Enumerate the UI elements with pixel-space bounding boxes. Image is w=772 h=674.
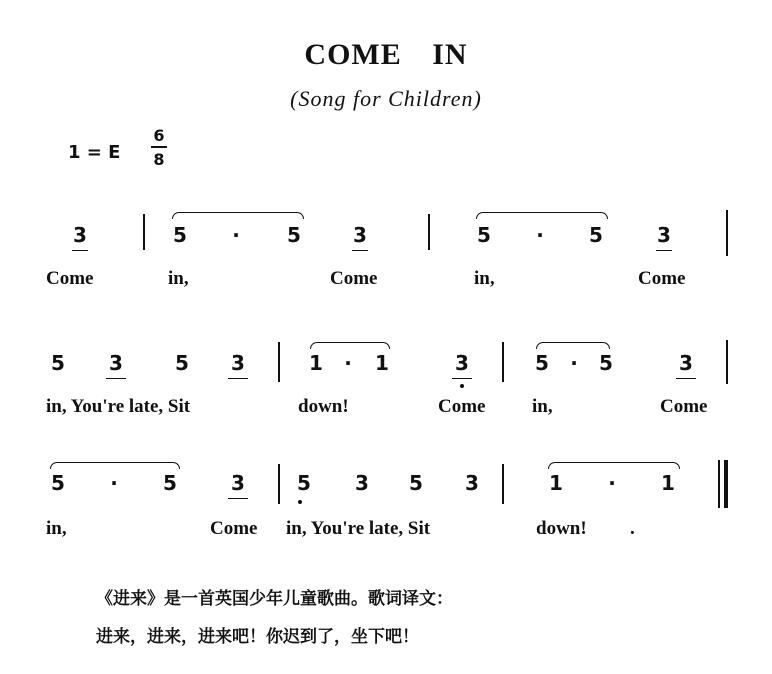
lyric: Come xyxy=(210,518,258,539)
duration-dot: · xyxy=(344,351,352,375)
note: 5 xyxy=(589,223,603,247)
note: 3 xyxy=(455,351,469,375)
note: 3 xyxy=(679,351,693,375)
duration-dot: · xyxy=(232,223,240,247)
note: 3 xyxy=(231,351,245,375)
time-signature-bottom: 8 xyxy=(153,150,165,169)
note: 5 xyxy=(599,351,613,375)
note: 5 xyxy=(173,223,187,247)
note: 3 xyxy=(355,471,369,495)
lyric: Come xyxy=(660,396,708,417)
final-barline-thin xyxy=(718,460,720,508)
song-title: COME IN xyxy=(304,38,468,71)
eighth-underline xyxy=(676,378,696,379)
lyric: down! xyxy=(536,518,587,539)
note: 3 xyxy=(73,223,87,247)
note: 3 xyxy=(657,223,671,247)
lyric: in, xyxy=(532,396,553,417)
slur xyxy=(536,342,610,349)
barline xyxy=(502,342,504,382)
note: 5 xyxy=(287,223,301,247)
note: 5 xyxy=(51,471,65,495)
song-subtitle: (Song for Children) xyxy=(290,86,482,111)
footnote-translation: 进来，进来，进来吧！你迟到了，坐下吧！ xyxy=(96,627,419,647)
eighth-underline xyxy=(72,250,88,251)
barline xyxy=(726,210,728,256)
time-signature-top: 6 xyxy=(153,126,165,145)
note: 5 xyxy=(477,223,491,247)
note: 3 xyxy=(109,351,123,375)
lyric: in, xyxy=(474,268,495,289)
eighth-underline xyxy=(106,378,126,379)
time-signature-line xyxy=(151,146,167,148)
barline xyxy=(278,464,280,504)
lyric: Come xyxy=(638,268,686,289)
note: 3 xyxy=(465,471,479,495)
note: 1 xyxy=(309,351,323,375)
eighth-underline xyxy=(656,250,672,251)
note: 5 xyxy=(297,471,311,495)
note: 3 xyxy=(353,223,367,247)
low-octave-dot xyxy=(298,500,302,504)
slur xyxy=(476,212,608,219)
duration-dot: · xyxy=(608,471,616,495)
lyric: Come xyxy=(330,268,378,289)
lyric: down! xyxy=(298,396,349,417)
lyric: in, You're late, Sit xyxy=(286,518,431,539)
barline xyxy=(428,214,430,250)
slur xyxy=(172,212,304,219)
lyric: in, xyxy=(168,268,189,289)
eighth-underline xyxy=(228,498,248,499)
duration-dot: · xyxy=(536,223,544,247)
slur xyxy=(50,462,180,469)
lyric: Come xyxy=(46,268,94,289)
note: 1 xyxy=(661,471,675,495)
lyric: Come xyxy=(438,396,486,417)
eighth-underline xyxy=(452,378,472,379)
slur xyxy=(310,342,390,349)
note: 1 xyxy=(375,351,389,375)
low-octave-dot xyxy=(460,384,464,388)
lyric: in, You're late, Sit xyxy=(46,396,191,417)
duration-dot: · xyxy=(570,351,578,375)
lyric: in, xyxy=(46,518,67,539)
note: 5 xyxy=(535,351,549,375)
note: 5 xyxy=(175,351,189,375)
time-signature xyxy=(150,128,168,168)
eighth-underline xyxy=(352,250,368,251)
note: 5 xyxy=(51,351,65,375)
note: 1 xyxy=(549,471,563,495)
barline xyxy=(726,340,728,384)
note: 5 xyxy=(163,471,177,495)
duration-dot: · xyxy=(110,471,118,495)
note: 5 xyxy=(409,471,423,495)
note: 3 xyxy=(231,471,245,495)
barline xyxy=(278,342,280,382)
lyric: . xyxy=(630,518,635,539)
key-signature: 1 = E xyxy=(68,142,121,163)
footnote-description: 《进来》是一首英国少年儿童歌曲。歌词译文： xyxy=(96,589,453,609)
barline xyxy=(143,214,145,250)
barline xyxy=(502,464,504,504)
eighth-underline xyxy=(228,378,248,379)
final-barline-thick xyxy=(724,460,728,508)
slur xyxy=(548,462,680,469)
